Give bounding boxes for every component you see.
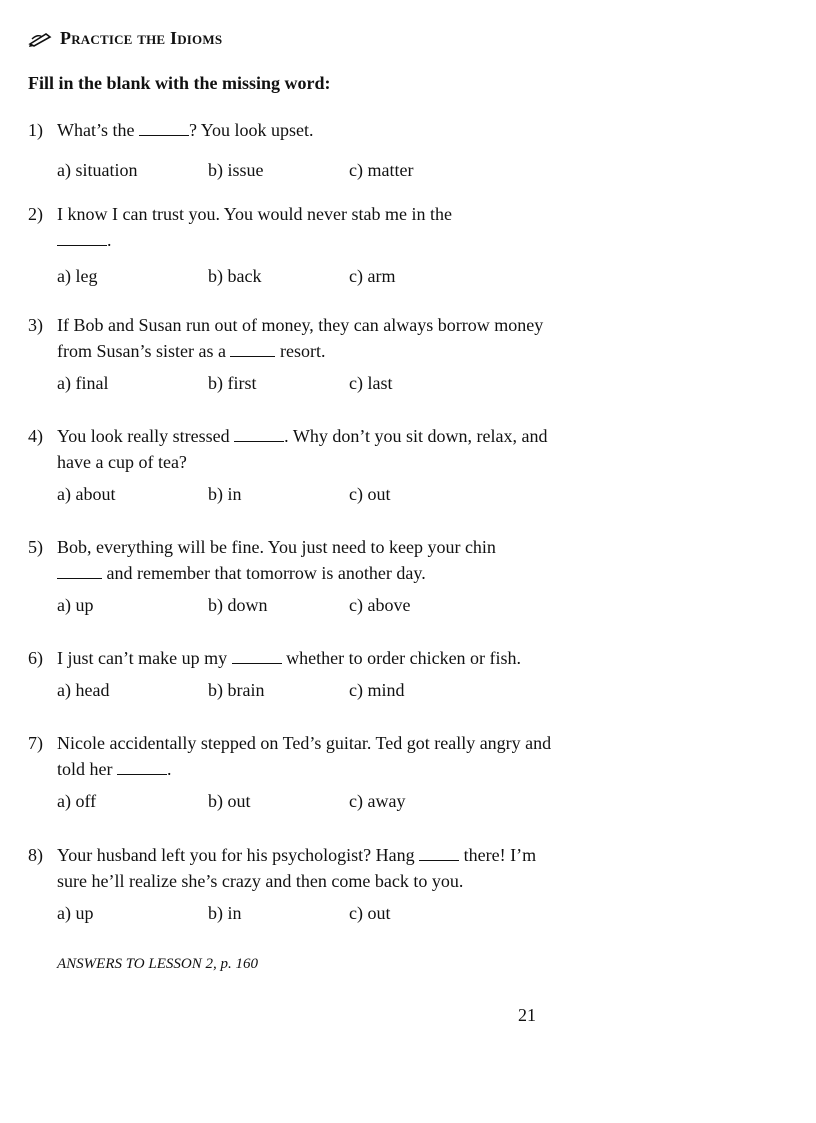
question-text-before: Bob, everything will be fine. You just need to keep your chin	[57, 537, 496, 557]
question-text	[57, 423, 568, 475]
instructions: Fill in the blank with the missing word:	[28, 73, 331, 93]
option-c: c) out	[349, 484, 391, 504]
question-text-before: Your husband left you for his psychologist? Hang	[57, 845, 415, 865]
option-a: a) about	[57, 484, 116, 504]
question-text-after: . Why don’t you sit down, relax, and have a cup of tea?	[57, 426, 548, 472]
option-c: c) out	[349, 903, 391, 923]
question-4	[28, 423, 568, 475]
question-number: 3)	[28, 315, 43, 335]
option-a: a) leg	[57, 266, 98, 286]
question-text-after: .	[167, 759, 172, 779]
option-c: c) arm	[349, 266, 396, 286]
question-text-after: and remember that tomorrow is another day.	[106, 563, 426, 583]
question-text	[57, 534, 568, 586]
answers-reference: ANSWERS TO LESSON 2, p. 160	[57, 956, 258, 972]
option-c: c) matter	[349, 160, 414, 180]
question-text-after: there! I’m sure he’ll realize she’s crazy and then come back to you.	[57, 845, 537, 891]
question-2	[28, 201, 568, 253]
option-b: b) issue	[208, 160, 264, 180]
option-c: c) last	[349, 373, 393, 393]
option-a: a) off	[57, 791, 97, 811]
question-5	[28, 534, 568, 586]
question-1	[28, 117, 568, 143]
answer-blank	[230, 340, 275, 357]
option-b: b) back	[208, 266, 262, 286]
pencil-icon	[28, 31, 52, 47]
answer-blank	[117, 758, 167, 775]
question-text	[57, 842, 568, 894]
section-title-text: Practice the Idioms	[60, 28, 223, 48]
question-text	[57, 312, 568, 364]
option-b: b) in	[208, 484, 242, 504]
question-number: 8)	[28, 845, 43, 865]
question-text-after: .	[107, 230, 112, 250]
option-c: c) above	[349, 595, 411, 615]
question-text-before: If Bob and Susan run out of money, they can always borrow money from Susan’s sister as a	[57, 315, 544, 361]
option-b: b) first	[208, 373, 257, 393]
option-b: b) brain	[208, 680, 265, 700]
question-text	[57, 201, 568, 253]
question-text-after: ? You look upset.	[188, 120, 314, 140]
question-text-before: I just can’t make up my	[57, 648, 228, 668]
section-title	[28, 28, 222, 49]
option-c: c) away	[349, 791, 406, 811]
question-text	[57, 117, 568, 143]
page-number: 21	[518, 1005, 536, 1025]
question-text-before: You look really stressed	[57, 426, 230, 446]
question-text	[57, 645, 568, 671]
question-number: 4)	[28, 426, 43, 446]
option-a: a) final	[57, 373, 109, 393]
question-text-before: I know I can trust you. You would never stab me in the	[57, 204, 452, 224]
option-a: a) up	[57, 595, 94, 615]
option-b: b) down	[208, 595, 268, 615]
answer-blank	[234, 425, 284, 442]
question-number: 7)	[28, 733, 43, 753]
option-c: c) mind	[349, 680, 405, 700]
question-7	[28, 730, 568, 782]
question-3	[28, 312, 568, 364]
question-text-before: Nicole accidentally stepped on Ted’s guitar. Ted got really angry and told her	[57, 733, 552, 779]
option-b: b) out	[208, 791, 251, 811]
question-text-after: whether to order chicken or fish.	[286, 648, 522, 668]
answer-blank	[232, 647, 282, 664]
question-number: 2)	[28, 204, 43, 224]
question-text	[57, 730, 568, 782]
option-a: a) up	[57, 903, 94, 923]
question-text-before: What’s the	[57, 120, 135, 140]
option-b: b) in	[208, 903, 242, 923]
option-a: a) head	[57, 680, 110, 700]
question-text-after: resort.	[279, 341, 326, 361]
answer-blank	[57, 229, 107, 246]
answer-blank	[57, 562, 102, 579]
question-number: 1)	[28, 120, 43, 140]
answer-blank	[419, 844, 459, 861]
question-number: 6)	[28, 648, 43, 668]
question-number: 5)	[28, 537, 43, 557]
question-8	[28, 842, 568, 894]
answer-blank	[139, 119, 189, 136]
option-a: a) situation	[57, 160, 138, 180]
question-6	[28, 645, 568, 671]
